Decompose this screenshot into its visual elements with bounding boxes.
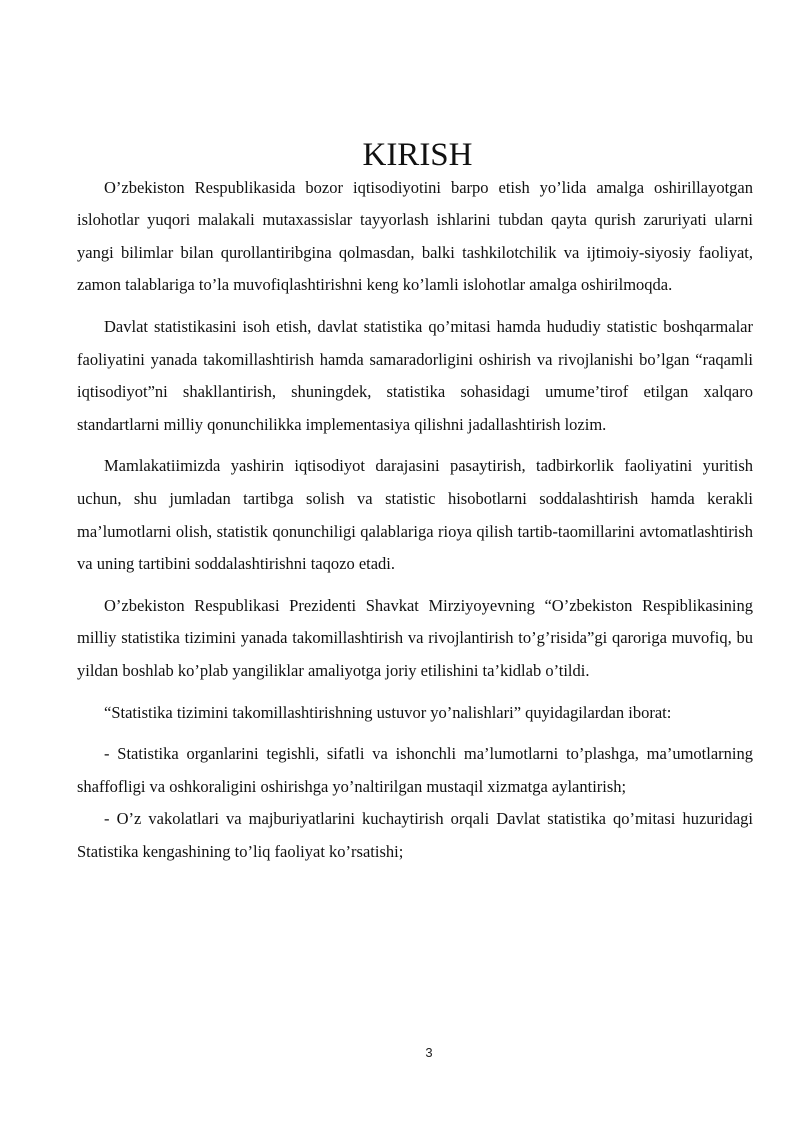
list-item-statistics-council: - O’z vakolatlari va majburiyatlarini kuchaytirish orqali Davlat statistika qo’mitasi huzuridagi Statistika kengashining to’liq faoliyat ko’rsatishi; — [77, 809, 753, 861]
paragraph-presidential-decree: O’zbekiston Respublikasi Prezidenti Shavkat Mirziyoyevning “O’zbekiston Respiblikasining milliy statistika tizimini yanada takomillashtirish va rivojlantirish to’g’risida”gi qaroriga muvofiq, bu yildan boshlab ko’plab yangiliklar amaliyotga joriy etilishini ta’kidlab o’tildi. — [77, 595, 753, 680]
list-item-independent-service: - Statistika organlarini tegishli, sifatli va ishonchli ma’lumotlarni to’plashga, ma’umotlarning shaffofligi va oshkoraligini oshirishga yo’naltirilgan mustaqil xizmatga aylantirish; — [77, 744, 753, 796]
paragraph-intro: O’zbekiston Respublikasida bozor iqtisodiyotini barpo etish yo’lida amalga oshirillayotgan islohotlar yuqori malakali mutaxassislar tayyorlash ishlarini tubdan qayta qurish zaruriyati ularni yangi bilimlar bilan qurollantiribgina qolmasdan, balki tashkilotchilik va ijtimoiy-siyosiy faoliyat, zamon talablariga to’la muvofiqlashtirishni keng ko’lamli islohotlar amalga oshirilmoqda. — [77, 177, 753, 295]
paragraph-statistics-reform: Davlat statistikasini isoh etish, davlat statistika qo’mitasi hamda hududiy statistic boshqarmalar faoliyatini yanada takomillashtirish hamda samaradorligini oshirish va rivojlanishi bo’lgan “raqamli iqtisodiyot”ni shakllantirish, shuningdek, statistika sohasidagi umume’tirof etilgan xalqaro standartlarni milliy qonunchilikka implementasiya qilishni jadallashtirish lozim. — [77, 316, 753, 434]
document-body — [77, 139, 753, 868]
paragraph-hidden-economy: Mamlakatiimizda yashirin iqtisodiyot darajasini pasaytirish, tadbirkorlik faoliyatini yuritish uchun, shu jumladan tartibga solish va statistic hisobotlarni soddalashtirish hamda kerakli ma’lumotlarni olish, statistik qonunchiligi qalablariga rioya qilish tartib-taomillarini avtomatlashtirish va uning tartibini soddalashtirishni taqozo etadi. — [77, 456, 753, 574]
page-title: KIRISH — [362, 137, 473, 173]
page-number: 3 — [425, 1045, 433, 1060]
paragraph-priority-directions: “Statistika tizimini takomillashtirishning ustuvor yo’nalishlari” quyidagilardan iborat: — [104, 702, 672, 722]
